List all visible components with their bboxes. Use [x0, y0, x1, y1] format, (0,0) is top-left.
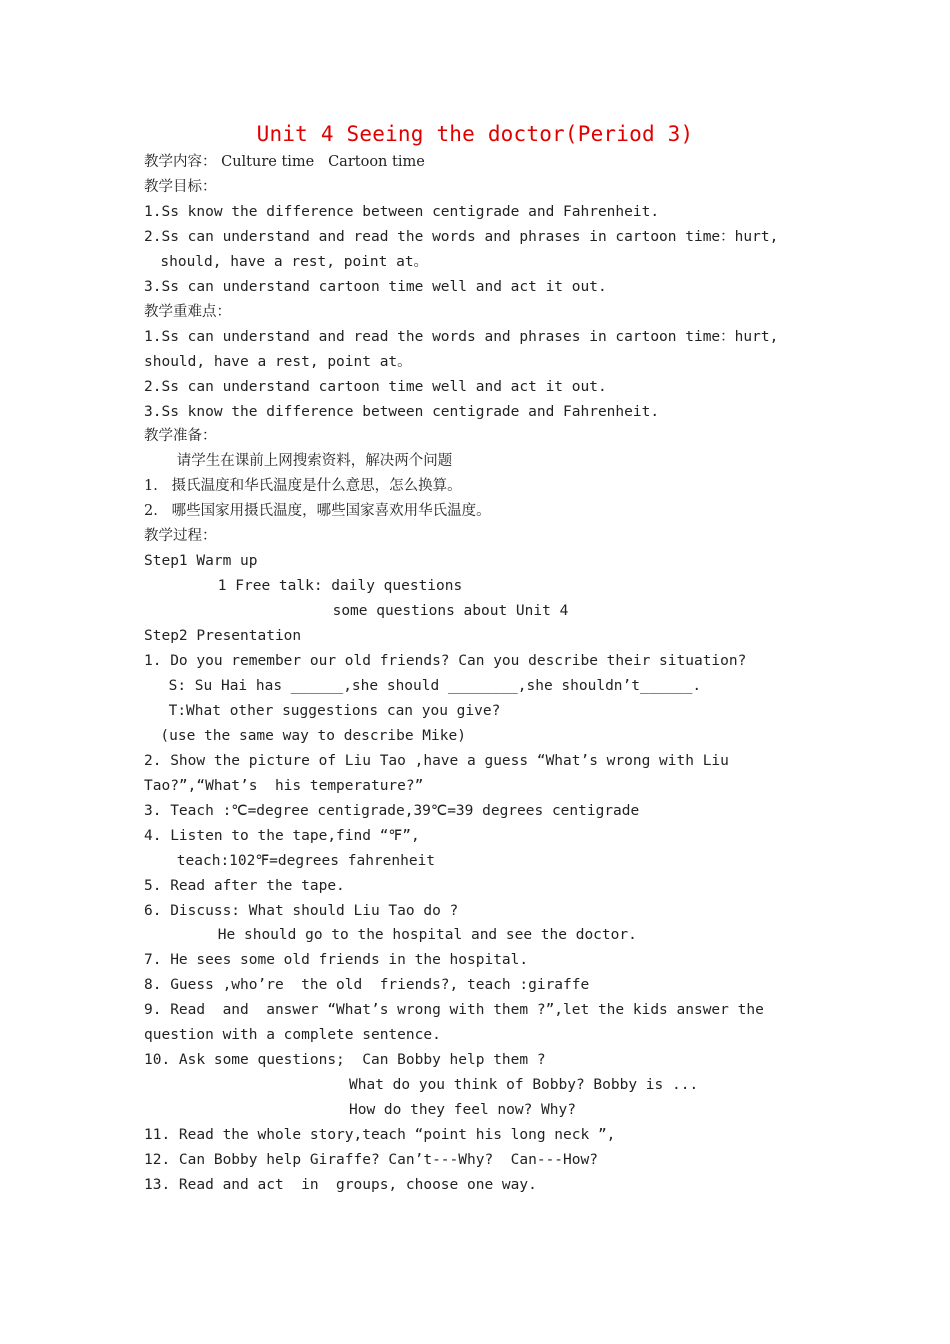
text-line: Step1 Warm up — [144, 553, 258, 570]
text-line: 13. Read and act in groups, choose one way. — [144, 1176, 537, 1193]
text-line: S: Su Hai has ______,she should ________,she shouldn’t______. — [168, 677, 702, 694]
text-line: 6. Discuss: What should Liu Tao do ? — [144, 902, 459, 919]
text-line: T:What other suggestions can you give? — [168, 702, 501, 719]
text-line: 3.Ss can understand cartoon time well and act it out. — [144, 278, 607, 295]
text-line: What do you think of Bobby? Bobby is ... — [349, 1077, 699, 1094]
text-line: some questions about Unit 4 — [332, 603, 569, 620]
text-line: teach:102℉=degrees fahrenheit — [176, 852, 436, 869]
text-line: Tao?”,“What’s his temperature?” — [144, 777, 424, 794]
text-line: question with a complete sentence. — [144, 1027, 441, 1044]
text-line: 7. He sees some old friends in the hospital. — [144, 952, 529, 969]
document-title: Unit 4 Seeing the doctor(Period 3) — [256, 122, 694, 146]
text-line: 教学目标： — [144, 178, 217, 195]
text-line: 1 Free talk: daily questions — [217, 578, 463, 595]
text-line: 11. Read the whole story,teach “point his long neck ”, — [144, 1127, 616, 1144]
text-line: 教学准备： — [144, 428, 217, 445]
text-line: 1.Ss know the difference between centigrade and Fahrenheit. — [144, 203, 660, 220]
text-line: 5. Read after the tape. — [144, 877, 345, 894]
text-line: 3. Teach :℃=degree centigrade,39℃=39 degrees centigrade — [144, 802, 640, 819]
text-line: Step2 Presentation — [144, 628, 302, 645]
text-line: 2. 哪些国家用摄氏温度，哪些国家喜欢用华氏温度。 — [144, 503, 491, 520]
text-line: 教学内容： Culture time Cartoon time — [144, 154, 425, 170]
text-line: 3.Ss know the difference between centigrade and Fahrenheit. — [144, 403, 660, 420]
text-line: 9. Read and answer “What’s wrong with them ?”,let the kids answer the — [144, 1002, 764, 1019]
text-line: 1.Ss can understand and read the words and phrases in cartoon time：hurt, — [144, 328, 779, 345]
text-line: 2.Ss can understand and read the words and phrases in cartoon time：hurt, — [144, 228, 779, 245]
text-line: 1. Do you remember our old friends? Can you describe their situation? — [144, 653, 747, 669]
text-line: 请学生在课前上网搜索资料，解决两个问题 — [176, 453, 453, 470]
text-line: 教学重难点： — [144, 303, 231, 320]
text-line: 教学过程： — [144, 528, 217, 545]
text-line: How do they feel now? Why? — [349, 1102, 576, 1119]
text-line: 4. Listen to the tape,find “℉”, — [144, 827, 420, 844]
text-line: 8. Guess ,who’re the old friends?, teach :giraffe — [144, 977, 590, 994]
text-line: 10. Ask some questions; Can Bobby help them ? — [144, 1052, 546, 1069]
text-line: should, have a rest, point at。 — [160, 253, 429, 270]
text-line: should, have a rest, point at。 — [144, 353, 412, 370]
text-line: 12. Can Bobby help Giraffe? Can’t---Why? Can---How? — [144, 1152, 598, 1168]
text-line: He should go to the hospital and see the doctor. — [217, 927, 637, 944]
text-line: (use the same way to describe Mike) — [160, 727, 466, 744]
text-line: 2. Show the picture of Liu Tao ,have a guess “What’s wrong with Liu — [144, 752, 729, 769]
text-line: 1. 摄氏温度和华氏温度是什么意思，怎么换算。 — [144, 478, 462, 495]
text-line: 2.Ss can understand cartoon time well and act it out. — [144, 378, 607, 395]
